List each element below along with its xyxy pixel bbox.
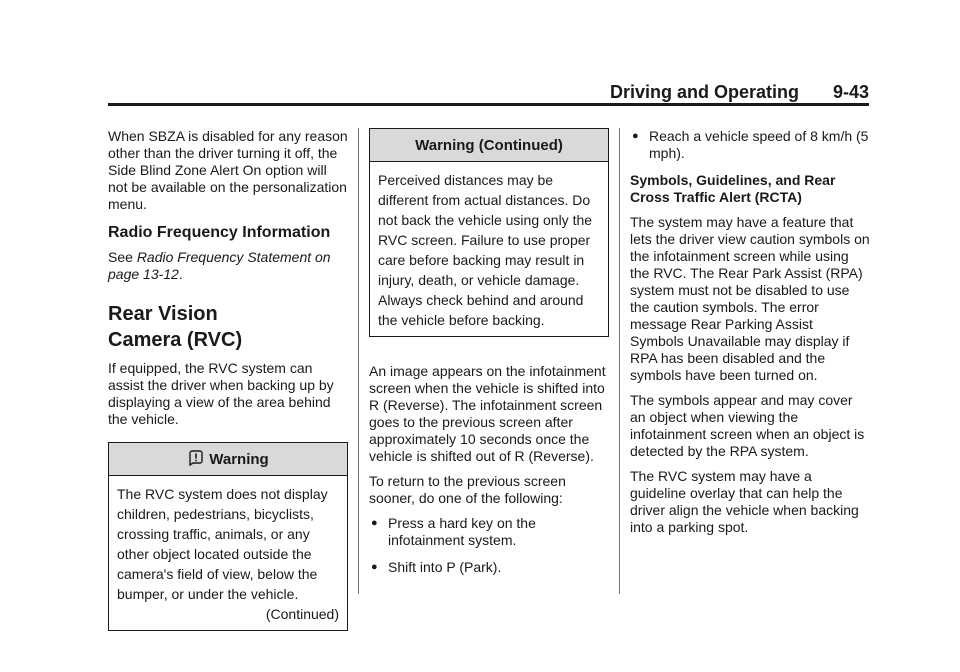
- warning-header: [109, 443, 347, 476]
- list-item-text: Press a hard key on the infotainment system.: [388, 515, 536, 548]
- warning-continued-body: Perceived distances may be different from actual distances. Do not back the vehicle using only the RVC screen. Failure to use proper care before backing may result in injury, death, or vehicle damage. Always check behind and around the vehicle before backing.: [378, 172, 593, 328]
- column-2: [369, 128, 609, 586]
- return-paragraph: To return to the previous screen sooner, do one of the following:: [369, 473, 566, 506]
- warning-continued-box: [369, 128, 609, 337]
- warning-text: The RVC system does not display children, pedestrians, bicyclists, crossing traffic, animals, or any other object located outside the camera's field of view, below the bumper, or under the vehicle.: [117, 486, 328, 602]
- list-item: [369, 515, 609, 549]
- radio-frequency-heading: Radio Frequency Information: [108, 224, 331, 241]
- see-text: See: [108, 249, 133, 265]
- radio-frequency-link[interactable]: Radio Frequency Statement on page 13-12: [108, 249, 331, 282]
- bullet-icon: ●: [371, 561, 378, 573]
- image-paragraph: An image appears on the infotainment screen when the vehicle is shifted into R (Reverse). The infotainment screen goes to the previous screen after approximately 10 seconds once the vehicle is shifted out of R (Reverse).: [369, 363, 606, 464]
- section-title: Driving and Operating: [609, 82, 799, 102]
- return-options-list: [369, 515, 609, 576]
- rvc-heading: [108, 301, 348, 353]
- speed-list: [630, 128, 870, 162]
- list-item-text: Shift into P (Park).: [388, 559, 502, 575]
- page-header: [108, 78, 869, 104]
- list-item-text: Reach a vehicle speed of 8 km/h (5 mph).: [649, 128, 869, 161]
- column-3: [630, 128, 870, 544]
- header-rule: [108, 103, 869, 106]
- warning-continued-header: Warning (Continued): [370, 129, 608, 162]
- bullet-icon: ●: [371, 517, 378, 529]
- column-divider: [619, 128, 620, 594]
- symbols-paragraph-3: The RVC system may have a guideline overlay that can help the driver align the vehicle when backing into a parking spot.: [630, 468, 859, 535]
- period: .: [178, 266, 183, 282]
- column-1: [108, 128, 348, 631]
- list-item: [630, 128, 870, 162]
- rvc-paragraph: If equipped, the RVC system can assist the driver when backing up by displaying a view of the area behind the vehicle.: [108, 360, 334, 427]
- list-item: [369, 559, 609, 576]
- page-number: 9-43: [832, 82, 869, 102]
- warning-box: [108, 442, 348, 631]
- rvc-heading-line1: Rear Vision: [108, 303, 218, 325]
- rvc-heading-line2: Camera (RVC): [108, 329, 243, 351]
- sbza-paragraph: When SBZA is disabled for any reason other than the driver turning it off, the Side Blind Zone Alert On option will not be available on the personalization menu.: [108, 128, 348, 212]
- symbols-paragraph-2: The symbols appear and may cover an object when viewing the infotainment screen when an object is detected by the RPA system.: [630, 392, 865, 459]
- warning-icon: [187, 449, 205, 467]
- warning-title: Warning: [209, 451, 269, 468]
- column-divider: [358, 128, 359, 594]
- bullet-icon: ●: [632, 130, 639, 142]
- symbols-heading: Symbols, Guidelines, and Rear Cross Traffic Alert (RCTA): [630, 172, 836, 205]
- radio-frequency-paragraph: [108, 249, 348, 283]
- continued-label: (Continued): [265, 606, 339, 622]
- warning-body: [109, 476, 347, 630]
- symbols-paragraph-1: The system may have a feature that lets the driver view caution symbols on the infotainment screen while using the RVC. The Rear Park Assist (RPA) system must not be disabled to use the caution symbols. The error message Rear Parking Assist Symbols Unavailable may display if RPA has been disabled and the symbols have been turned on.: [630, 214, 870, 383]
